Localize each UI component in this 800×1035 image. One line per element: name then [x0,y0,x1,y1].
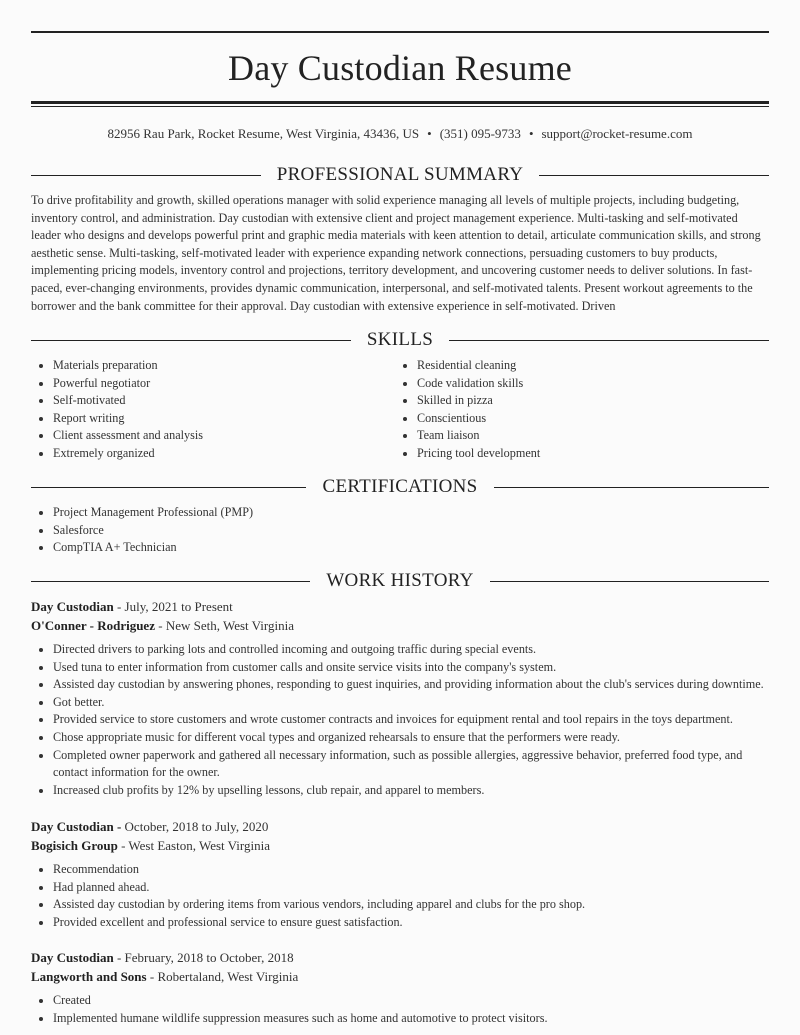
job-bullet: • Chose appropriate music for different vocal types and organized rehearsals to ensure that the performers were ready. [53,729,769,747]
contact-separator: • [427,126,432,141]
certifications-heading [31,475,769,499]
job-company: O'Conner - Rodriguez [31,617,155,633]
job-bullet: • Used tuna to enter information from customer calls and onsite service visits into the company's system. [53,659,769,677]
skills-heading-label: SKILLS [366,329,434,350]
job-location: - West Easton, West Virginia [121,837,270,853]
work-history-heading [31,569,769,593]
skill-item: • Residential cleaning [417,357,725,375]
job-bullet: • Had planned ahead. [53,879,769,897]
job-dates: October, 2018 to July, 2020 [124,819,269,834]
job-bullet: • Provided excellent and professional service to ensure guest satisfaction. [53,914,769,932]
contact-line [31,125,769,143]
job-bullet: • Recommendation [53,861,769,879]
skills-right-column [395,357,725,463]
job-dates: - February, 2018 to October, 2018 [116,950,294,965]
job-bullet: • Assisted day custodian by ordering items from various vendors, including apparel and clubs for the pro shop. [53,896,769,914]
job-company-line [31,617,769,636]
job-title: Day Custodian [31,599,114,614]
job-title-line [31,818,769,837]
contact-separator: • [528,126,534,141]
certification-item: • CompTIA A+ Technician [53,539,769,557]
job-title-line [31,598,769,617]
job-entry [31,598,769,799]
job-bullet: • Created [53,992,769,1010]
job-company-line [31,968,769,987]
top-rule [31,31,769,33]
job-bullet: • Assisted day custodian by answering phones, responding to guest inquiries, and providing information about the club's services during downtime. [53,676,769,694]
skill-item: • Client assessment and analysis [53,427,361,445]
job-location: - New Seth, West Virginia [158,617,294,633]
certifications-heading-label: CERTIFICATIONS [322,476,478,497]
skills-left-column [31,357,361,463]
job-title: Day Custodian - [31,819,122,834]
contact-phone: (351) 095-9733 [439,126,521,141]
contact-address: 82956 Rau Park, Rocket Resume, West Virginia, 43436, US [107,126,420,141]
job-company-line [31,837,769,856]
job-entry [31,949,769,1027]
certification-item: • Salesforce [53,522,769,540]
title-rule-thin [31,106,769,107]
skill-item: • Powerful negotiator [53,375,361,393]
skill-item: • Pricing tool development [417,445,725,463]
skill-item: • Code validation skills [417,375,725,393]
job-bullet: • Got better. [53,694,769,712]
job-company: Bogisich Group [31,837,118,853]
job-bullet: • Increased club profits by 12% by upselling lessons, club repair, and apparel to members. [53,782,769,800]
contact-email: support@rocket-resume.com [541,126,693,141]
skill-item: • Materials preparation [53,357,361,375]
job-title-line [31,949,769,968]
skill-item: • Self-motivated [53,392,361,410]
job-title: Day Custodian [31,950,114,965]
work-history-heading-label: WORK HISTORY [326,570,474,591]
job-bullet: • Provided service to store customers and wrote customer contracts and invoices for equipment rental and tool repairs in the toys department. [53,711,769,729]
job-bullet: • Directed drivers to parking lots and controlled incoming and outgoing traffic during special events. [53,641,769,659]
skill-item: • Team liaison [417,427,725,445]
skills-heading [31,328,769,352]
skill-item: • Extremely organized [53,445,361,463]
resume-title: Day Custodian Resume [228,48,572,88]
certification-item: • Project Management Professional (PMP) [53,504,769,522]
job-bullet: • Implemented humane wildlife suppression measures such as home and automotive to protect visitors. [53,1010,769,1028]
summary-heading [31,163,769,187]
job-entry [31,818,769,931]
skill-item: • Skilled in pizza [417,392,725,410]
title-rule-thick [31,101,769,104]
summary-text: To drive profitability and growth, skilled operations manager with solid experience managing all levels of multiple projects, including budgeting, inventory control, and administration. Day custodian with extensive client and project management experience. Multi-tasking and self-motivated leader who designs and develops powerful print and graphic media materials with keen attention to detail, articulate communication skills, and strong aesthetic sense. Multi-tasking, self-motivated leader with experience expanding network connections, persuading customers to buy products, implementing pricing models, inventory control and projections, territory development, and uncovering customer needs to deliver solutions. In fast-paced, ever-changing environments, provides dynamic communication, interpersonal, and self-motivated talents. Present workout agreements to the borrower and the bank committee for their approval. Day custodian with extensive experience in self-motivated. Driven [31,193,761,313]
certifications-list [31,504,769,557]
job-company: Langworth and Sons [31,968,147,984]
skill-item: • Conscientious [417,410,725,428]
job-dates: - July, 2021 to Present [116,599,233,614]
job-location: - Robertaland, West Virginia [149,968,299,984]
job-bullet: • Completed owner paperwork and gathered all necessary information, such as possible allergies, aggressive behavior, preferred food type, and contact information for the owner. [53,747,769,782]
summary-heading-label: PROFESSIONAL SUMMARY [276,164,524,185]
skill-item: • Report writing [53,410,361,428]
